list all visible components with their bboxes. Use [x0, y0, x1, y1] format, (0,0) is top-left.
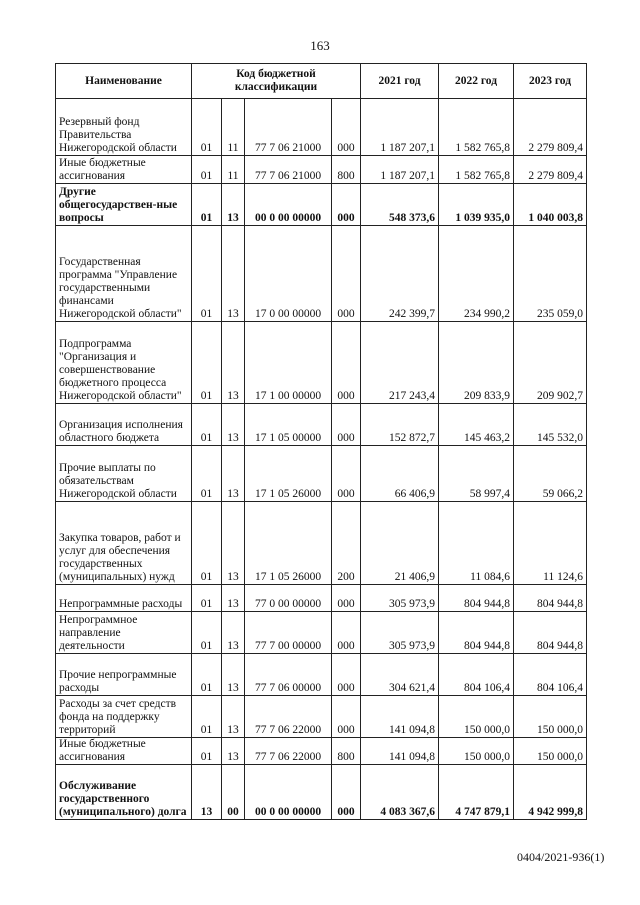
row-value-2021: 66 406,9 [361, 446, 439, 502]
row-value-2022: 804 944,8 [439, 612, 514, 654]
row-expense-type-code: 000 [332, 612, 361, 654]
header-code: Код бюджетной классификации [192, 64, 361, 99]
table-row [56, 184, 587, 226]
table-row [56, 502, 587, 585]
row-value-2021: 152 872,7 [361, 404, 439, 446]
row-section-code: 01 [192, 404, 222, 446]
row-value-2022: 150 000,0 [439, 696, 514, 738]
row-name: Закупка товаров, работ и услуг для обеспечения государственных (муниципальных) нужд [56, 502, 192, 585]
row-name: Прочие выплаты по обязательствам Нижегородской области [56, 446, 192, 502]
row-value-2022: 4 747 879,1 [439, 765, 514, 820]
row-subsection-code: 13 [222, 612, 245, 654]
table-row [56, 226, 587, 322]
row-name: Расходы за счет средств фонда на поддержку территорий [56, 696, 192, 738]
row-section-code: 01 [192, 585, 222, 612]
row-subsection-code: 13 [222, 322, 245, 404]
page-number: 163 [310, 38, 330, 53]
row-name: Прочие непрограммные расходы [56, 654, 192, 696]
row-value-2023: 1 040 003,8 [514, 184, 587, 226]
row-value-2022: 1 582 765,8 [439, 156, 514, 184]
row-name: Иные бюджетные ассигнования [56, 738, 192, 765]
row-target-code: 77 7 00 00000 [245, 612, 332, 654]
row-subsection-code: 00 [222, 765, 245, 820]
table-row [56, 156, 587, 184]
row-value-2023: 4 942 999,8 [514, 765, 587, 820]
row-value-2023: 235 059,0 [514, 226, 587, 322]
row-expense-type-code: 000 [332, 696, 361, 738]
row-value-2021: 242 399,7 [361, 226, 439, 322]
row-target-code: 17 1 05 26000 [245, 446, 332, 502]
header-row [56, 64, 587, 99]
row-name: Непрограммные расходы [56, 585, 192, 612]
row-value-2022: 11 084,6 [439, 502, 514, 585]
row-value-2021: 304 621,4 [361, 654, 439, 696]
row-section-code: 01 [192, 226, 222, 322]
row-name: Другие общегосударствен-ные вопросы [56, 184, 192, 226]
row-target-code: 77 7 06 00000 [245, 654, 332, 696]
row-expense-type-code: 000 [332, 765, 361, 820]
row-value-2023: 804 944,8 [514, 585, 587, 612]
table-row [56, 99, 587, 156]
row-expense-type-code: 000 [332, 585, 361, 612]
table-row [56, 585, 587, 612]
header-2022: 2022 год [439, 64, 514, 99]
row-value-2021: 141 094,8 [361, 738, 439, 765]
row-name: Подпрограмма "Организация и совершенствование бюджетного процесса Нижегородской области" [56, 322, 192, 404]
row-target-code: 00 0 00 00000 [245, 765, 332, 820]
row-target-code: 77 0 00 00000 [245, 585, 332, 612]
header-name: Наименование [56, 64, 192, 99]
row-subsection-code: 13 [222, 404, 245, 446]
row-value-2022: 150 000,0 [439, 738, 514, 765]
row-expense-type-code: 000 [332, 404, 361, 446]
table-row [56, 612, 587, 654]
row-target-code: 00 0 00 00000 [245, 184, 332, 226]
row-subsection-code: 13 [222, 446, 245, 502]
row-value-2022: 1 039 935,0 [439, 184, 514, 226]
row-target-code: 17 1 05 26000 [245, 502, 332, 585]
row-name: Государственная программа "Управление государственными финансами Нижегородской области" [56, 226, 192, 322]
table-row [56, 765, 587, 820]
row-section-code: 01 [192, 696, 222, 738]
row-value-2021: 305 973,9 [361, 612, 439, 654]
row-value-2022: 804 944,8 [439, 585, 514, 612]
header-2021: 2021 год [361, 64, 439, 99]
table-row [56, 738, 587, 765]
row-value-2021: 1 187 207,1 [361, 99, 439, 156]
row-target-code: 17 1 00 00000 [245, 322, 332, 404]
row-expense-type-code: 000 [332, 446, 361, 502]
row-expense-type-code: 800 [332, 738, 361, 765]
row-value-2022: 1 582 765,8 [439, 99, 514, 156]
row-name: Иные бюджетные ассигнования [56, 156, 192, 184]
row-subsection-code: 13 [222, 184, 245, 226]
row-section-code: 01 [192, 322, 222, 404]
row-section-code: 01 [192, 99, 222, 156]
row-target-code: 77 7 06 21000 [245, 99, 332, 156]
row-section-code: 01 [192, 446, 222, 502]
table-row [56, 696, 587, 738]
row-subsection-code: 13 [222, 696, 245, 738]
row-value-2022: 234 990,2 [439, 226, 514, 322]
row-value-2023: 145 532,0 [514, 404, 587, 446]
row-value-2021: 21 406,9 [361, 502, 439, 585]
row-expense-type-code: 000 [332, 184, 361, 226]
row-target-code: 77 7 06 21000 [245, 156, 332, 184]
row-expense-type-code: 000 [332, 654, 361, 696]
row-value-2021: 305 973,9 [361, 585, 439, 612]
row-subsection-code: 13 [222, 502, 245, 585]
row-section-code: 01 [192, 184, 222, 226]
row-subsection-code: 11 [222, 99, 245, 156]
table-row [56, 404, 587, 446]
row-value-2022: 804 106,4 [439, 654, 514, 696]
budget-table [55, 63, 587, 820]
row-name: Резервный фонд Правительства Нижегородской области [56, 99, 192, 156]
row-subsection-code: 11 [222, 156, 245, 184]
row-target-code: 17 1 05 00000 [245, 404, 332, 446]
row-expense-type-code: 000 [332, 226, 361, 322]
row-target-code: 77 7 06 22000 [245, 738, 332, 765]
row-value-2023: 11 124,6 [514, 502, 587, 585]
row-value-2021: 548 373,6 [361, 184, 439, 226]
row-value-2023: 2 279 809,4 [514, 99, 587, 156]
table-row [56, 446, 587, 502]
row-value-2023: 804 106,4 [514, 654, 587, 696]
row-expense-type-code: 000 [332, 99, 361, 156]
row-section-code: 01 [192, 738, 222, 765]
row-value-2023: 150 000,0 [514, 696, 587, 738]
row-target-code: 77 7 06 22000 [245, 696, 332, 738]
row-section-code: 01 [192, 156, 222, 184]
row-section-code: 01 [192, 612, 222, 654]
row-value-2022: 209 833,9 [439, 322, 514, 404]
row-value-2022: 145 463,2 [439, 404, 514, 446]
row-subsection-code: 13 [222, 585, 245, 612]
row-expense-type-code: 200 [332, 502, 361, 585]
row-name: Организация исполнения областного бюджета [56, 404, 192, 446]
row-expense-type-code: 800 [332, 156, 361, 184]
row-section-code: 01 [192, 654, 222, 696]
row-name: Обслуживание государственного (муниципального) долга [56, 765, 192, 820]
row-value-2023: 804 944,8 [514, 612, 587, 654]
row-section-code: 13 [192, 765, 222, 820]
row-name: Непрограммное направление деятельности [56, 612, 192, 654]
row-section-code: 01 [192, 502, 222, 585]
row-subsection-code: 13 [222, 738, 245, 765]
row-value-2021: 141 094,8 [361, 696, 439, 738]
row-value-2021: 217 243,4 [361, 322, 439, 404]
row-value-2023: 209 902,7 [514, 322, 587, 404]
header-2023: 2023 год [514, 64, 587, 99]
row-subsection-code: 13 [222, 226, 245, 322]
row-expense-type-code: 000 [332, 322, 361, 404]
document-code: 0404/2021-936(1) [517, 850, 605, 864]
table-row [56, 654, 587, 696]
row-value-2021: 1 187 207,1 [361, 156, 439, 184]
row-value-2021: 4 083 367,6 [361, 765, 439, 820]
row-target-code: 17 0 00 00000 [245, 226, 332, 322]
row-value-2023: 59 066,2 [514, 446, 587, 502]
row-value-2023: 150 000,0 [514, 738, 587, 765]
table-row [56, 322, 587, 404]
row-value-2023: 2 279 809,4 [514, 156, 587, 184]
row-subsection-code: 13 [222, 654, 245, 696]
row-value-2022: 58 997,4 [439, 446, 514, 502]
